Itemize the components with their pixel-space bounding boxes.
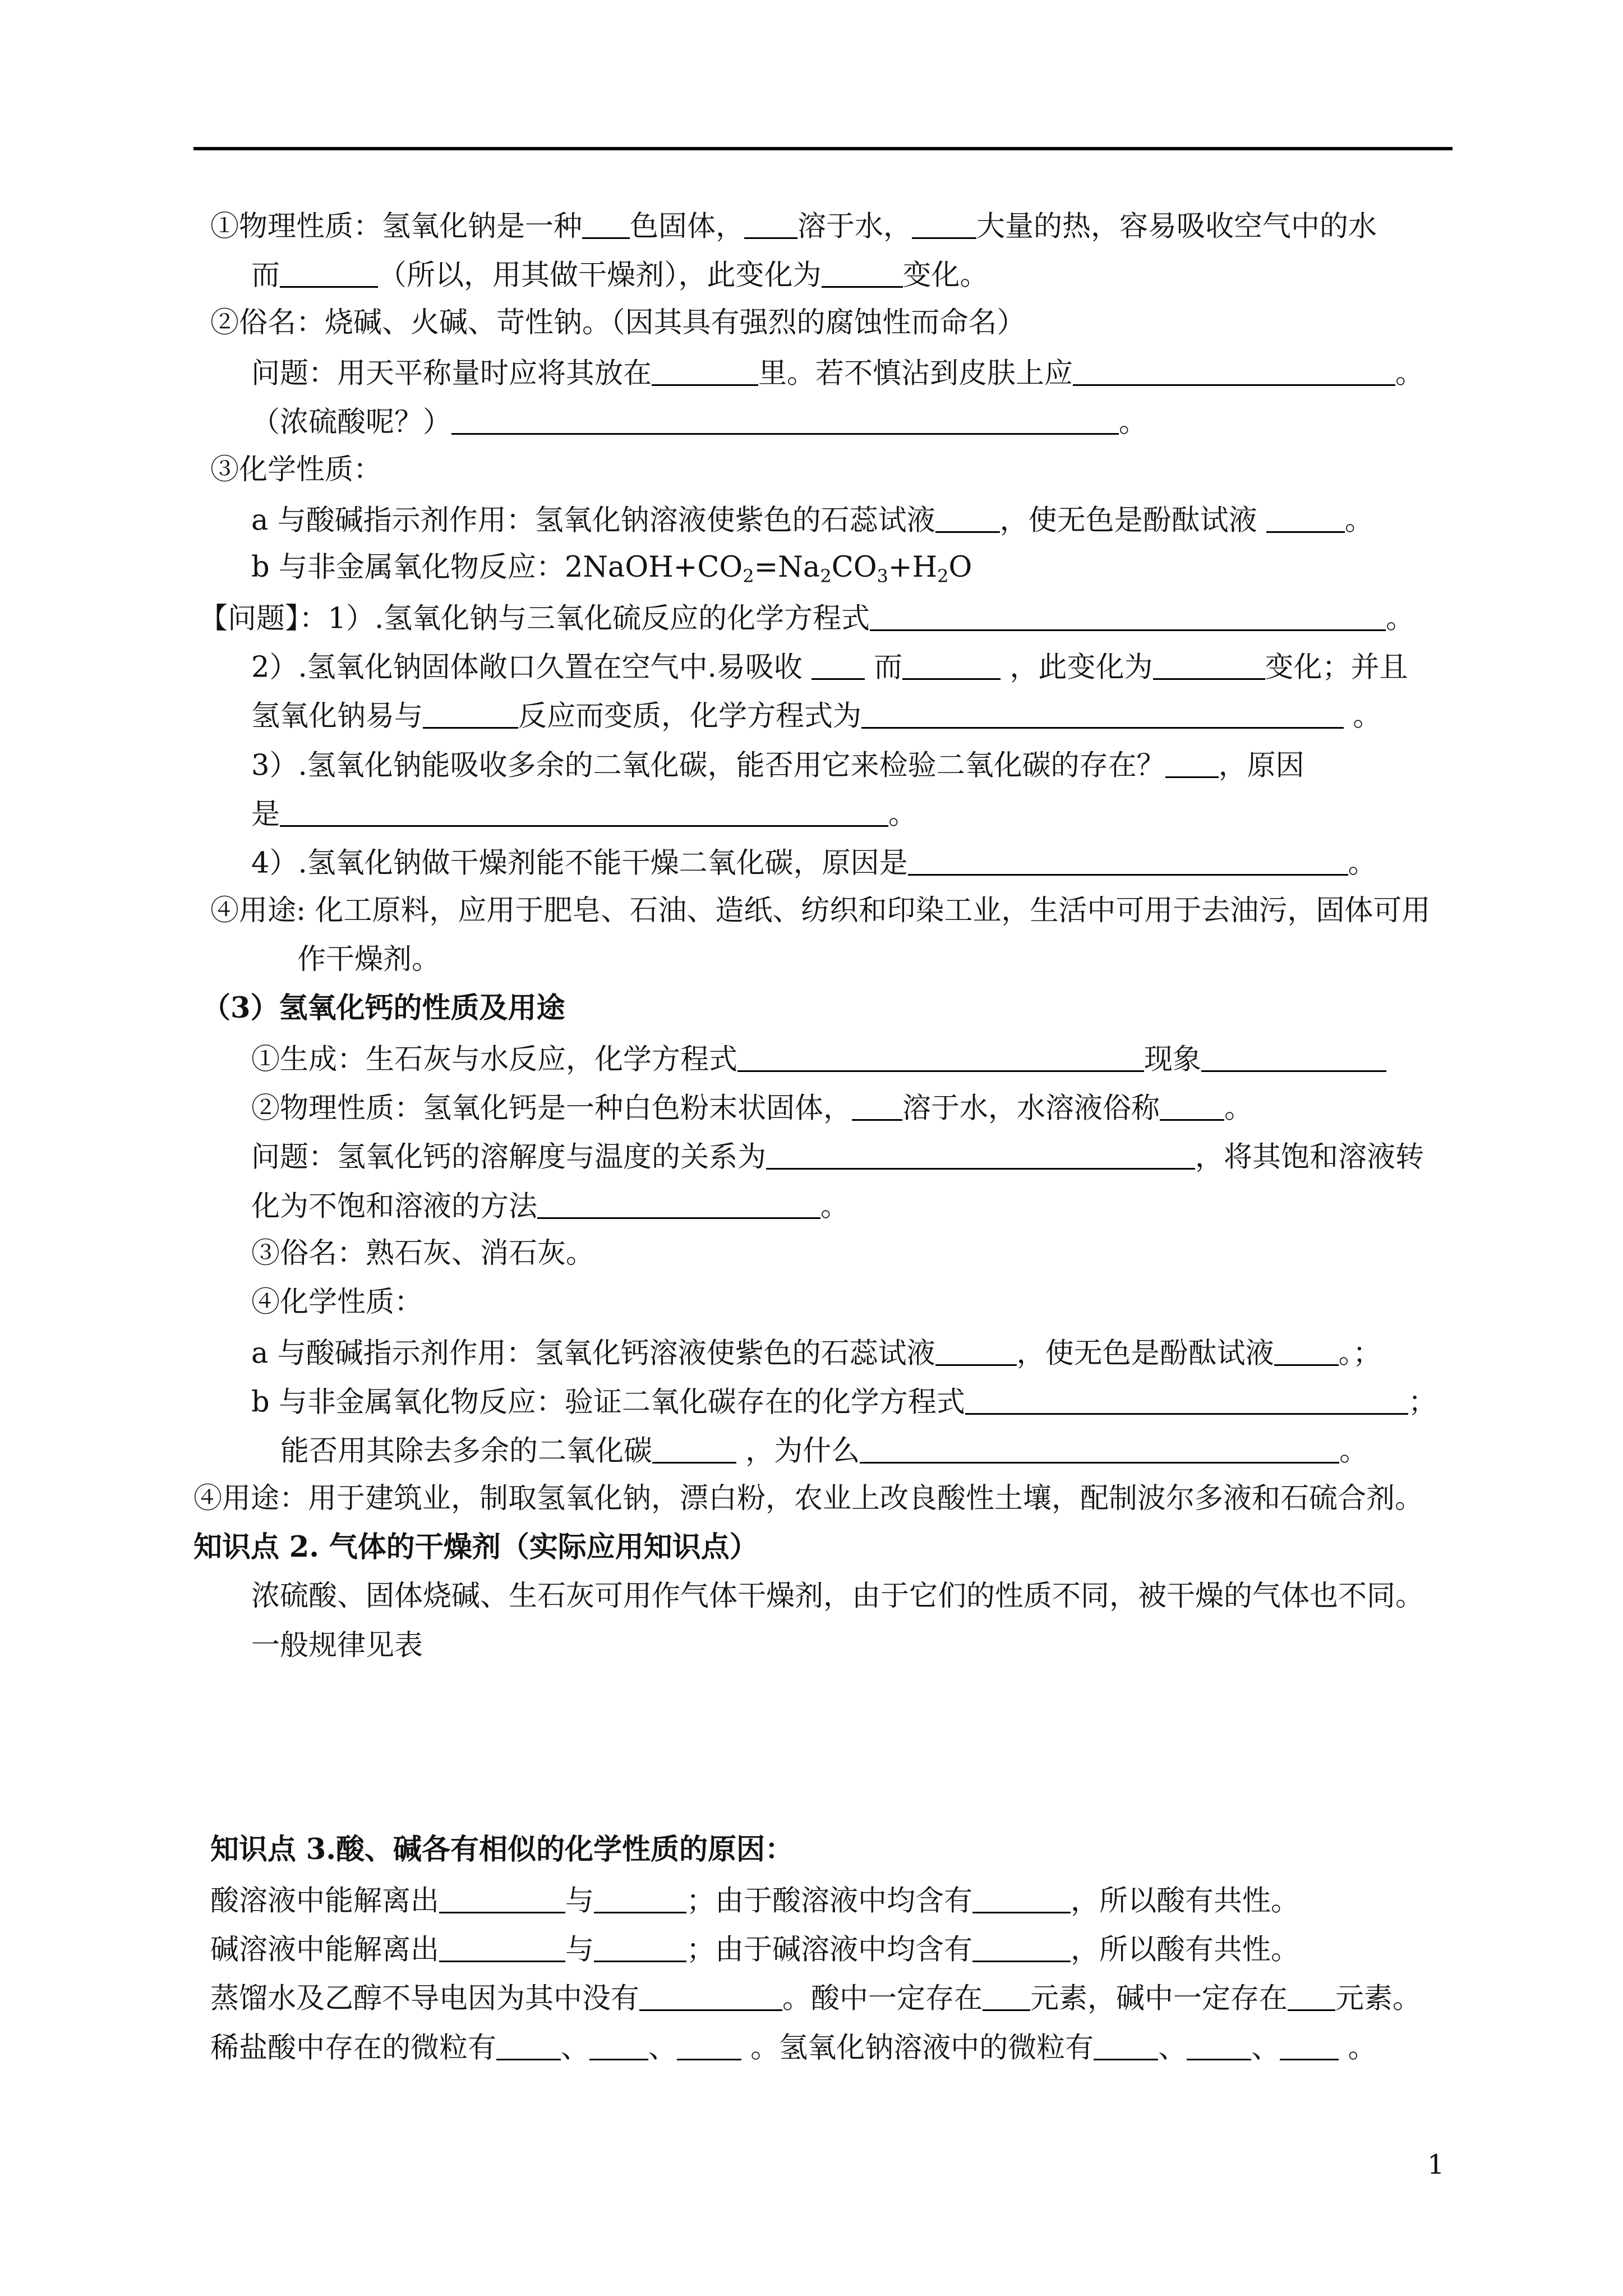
fill-in-blank[interactable] xyxy=(744,210,797,239)
subscript: 2 xyxy=(743,565,754,587)
text-line xyxy=(251,798,917,829)
text-segment: ②物理性质：氢氧化钙是一种白色粉末状固体， xyxy=(251,1092,852,1125)
fill-in-blank[interactable] xyxy=(870,602,1386,631)
fill-in-blank[interactable] xyxy=(439,1885,565,1913)
text-line xyxy=(251,1239,594,1268)
text-segment: ④用途：用于建筑业，制取氢氧化钠，漂白粉，农业上改良酸性土壤，配制波尔多液和石硫合剂。 xyxy=(193,1482,1424,1515)
text-segment: ①生成：生石灰与水反应，化学方程式 xyxy=(251,1043,738,1076)
fill-in-blank[interactable] xyxy=(1266,504,1345,533)
fill-in-blank[interactable] xyxy=(1153,651,1265,680)
text-segment: a 与酸碱指示剂作用：氢氧化钙溶液使紫色的石蕊试液 xyxy=(251,1337,935,1370)
text-segment: 现象 xyxy=(1144,1043,1202,1076)
fill-in-blank[interactable] xyxy=(1288,1982,1335,2011)
text-segment: ，所以酸有共性。 xyxy=(1071,1884,1300,1918)
text-segment: 、 xyxy=(1158,2031,1187,2065)
text-segment: O xyxy=(948,551,972,584)
text-segment: ②俗名：烧碱、火碱、苛性钠。（因其具有强烈的腐蚀性而命名） xyxy=(210,306,1026,339)
text-line xyxy=(251,1337,1381,1368)
fill-in-blank[interactable] xyxy=(811,651,865,680)
text-segment: a 与酸碱指示剂作用：氢氧化钠溶液使紫色的石蕊试液 xyxy=(251,504,935,537)
text-segment: 与 xyxy=(565,1933,594,1967)
text-segment: 。 xyxy=(1395,357,1424,390)
text-segment: （浓硫酸呢？） xyxy=(251,406,452,439)
text-segment: 。 xyxy=(1344,504,1373,537)
fill-in-blank[interactable] xyxy=(1187,2032,1251,2060)
header-rule xyxy=(193,147,1453,150)
fill-in-blank[interactable] xyxy=(822,259,903,288)
fill-in-blank[interactable] xyxy=(677,2032,741,2060)
fill-in-blank[interactable] xyxy=(280,798,888,827)
text-segment: 问题：氢氧化钙的溶解度与温度的关系为 xyxy=(251,1140,767,1174)
fill-in-blank[interactable] xyxy=(972,1934,1071,1962)
text-segment: 问题：用天平称量时应将其放在 xyxy=(251,357,652,390)
text-line xyxy=(193,1484,1423,1513)
text-line xyxy=(251,259,989,292)
text-segment: 。 xyxy=(1119,406,1148,439)
text-segment: 。； xyxy=(1338,1337,1382,1370)
text-segment: ，为什么 xyxy=(736,1434,860,1468)
fill-in-blank[interactable] xyxy=(1160,1092,1224,1121)
fill-in-blank[interactable] xyxy=(1165,749,1219,778)
text-line xyxy=(210,455,382,484)
text-segment: 稀盐酸中存在的微粒有 xyxy=(210,2031,497,2065)
text-line xyxy=(210,1884,1300,1918)
text-segment: 元素，碱中一定存在 xyxy=(1030,1982,1288,2016)
text-segment: 氢氧化钠易与 xyxy=(251,700,423,733)
page-number: 1 xyxy=(1427,2149,1445,2180)
subscript: 2 xyxy=(820,565,832,587)
text-segment: 3）.氢氧化钠能吸收多余的二氧化碳，能否用它来检验二氧化碳的存在？ xyxy=(251,749,1165,783)
fill-in-blank[interactable] xyxy=(861,700,1344,729)
fill-in-blank[interactable] xyxy=(537,1190,820,1219)
text-segment: 。氢氧化钠溶液中的微粒有 xyxy=(741,2031,1094,2065)
text-segment: 变化；并且 xyxy=(1265,651,1408,684)
text-line xyxy=(199,602,1415,636)
text-line xyxy=(251,749,1304,783)
text-segment: ④化学性质： xyxy=(251,1286,423,1319)
text-segment: 。 xyxy=(1339,2031,1377,2065)
fill-in-blank[interactable] xyxy=(589,2032,648,2060)
fill-in-blank[interactable] xyxy=(451,406,1119,435)
fill-in-blank[interactable] xyxy=(423,700,518,729)
fill-in-blank[interactable] xyxy=(594,1885,686,1913)
text-segment: 与 xyxy=(565,1884,594,1918)
text-segment: CO xyxy=(831,551,877,584)
text-line xyxy=(251,651,1408,682)
fill-in-blank[interactable] xyxy=(1280,2032,1339,2060)
text-line xyxy=(210,306,1026,339)
fill-in-blank[interactable] xyxy=(1201,1043,1386,1072)
text-segment: ，使无色是酚酞试液 xyxy=(999,504,1266,537)
text-segment: =Na xyxy=(754,551,820,584)
text-segment: 知识点 2. 气体的干燥剂（实际应用知识点） xyxy=(193,1530,758,1564)
text-line xyxy=(251,1288,423,1317)
text-line xyxy=(251,1631,423,1660)
text-line xyxy=(210,1933,1300,1967)
text-segment: ； xyxy=(1408,1386,1437,1419)
text-line xyxy=(251,1386,1437,1419)
text-segment: 碱溶液中能解离出 xyxy=(210,1933,440,1967)
text-segment: 。 xyxy=(1224,1092,1253,1125)
text-segment: 。酸中一定存在 xyxy=(782,1982,983,2016)
fill-in-blank[interactable] xyxy=(935,1337,1017,1366)
fill-in-blank[interactable] xyxy=(496,2032,561,2060)
text-segment: 化为不饱和溶液的方法 xyxy=(251,1190,538,1223)
text-segment: ，原因 xyxy=(1218,749,1304,783)
text-segment: 。 xyxy=(1344,700,1382,733)
fill-in-blank[interactable] xyxy=(439,1934,565,1962)
text-line xyxy=(210,896,1430,925)
text-line xyxy=(251,700,1382,733)
fill-in-blank[interactable] xyxy=(860,1435,1339,1464)
text-line xyxy=(280,1434,1368,1468)
text-segment: 。 xyxy=(1339,1434,1368,1468)
text-segment: ①物理性质：氢氧化钠是一种 xyxy=(210,210,583,243)
text-segment: ；由于酸溶液中均含有 xyxy=(686,1884,973,1918)
fill-in-blank[interactable] xyxy=(582,210,630,239)
fill-in-blank[interactable] xyxy=(972,1885,1071,1913)
text-segment: b 与非金属氧化物反应：2NaOH+CO xyxy=(251,551,743,584)
text-segment: +H xyxy=(888,551,938,584)
subscript: 3 xyxy=(877,565,888,587)
text-segment: 、 xyxy=(648,2031,677,2065)
text-segment: 。 xyxy=(1386,602,1415,636)
text-segment: 、 xyxy=(561,2031,590,2065)
text-segment: 知识点 3.酸、碱各有相似的化学性质的原因： xyxy=(210,1833,794,1866)
text-segment: 变化。 xyxy=(902,259,989,292)
text-line xyxy=(297,945,440,974)
text-segment: ③化学性质： xyxy=(210,453,382,486)
text-segment: 。 xyxy=(820,1190,850,1223)
text-line xyxy=(251,1043,1386,1074)
text-segment: 元素。 xyxy=(1335,1982,1422,2016)
fill-in-blank[interactable] xyxy=(1073,357,1395,386)
text-segment: 色固体， xyxy=(630,210,745,243)
text-line xyxy=(251,1582,1424,1611)
fill-in-blank[interactable] xyxy=(766,1141,1195,1170)
text-segment: 能否用其除去多余的二氧化碳 xyxy=(280,1434,653,1468)
text-line xyxy=(251,406,1148,439)
text-segment: 作干燥剂。 xyxy=(297,943,441,976)
text-segment: 4）.氢氧化钠做干燥剂能不能干燥二氧化碳，原因是 xyxy=(251,846,908,880)
text-segment: b 与非金属氧化物反应：验证二氧化碳存在的化学方程式 xyxy=(251,1386,965,1419)
fill-in-blank[interactable] xyxy=(652,357,758,386)
fill-in-blank[interactable] xyxy=(1274,1337,1339,1366)
text-segment: 溶于水，水溶液俗称 xyxy=(902,1092,1160,1125)
fill-in-blank[interactable] xyxy=(902,651,1000,680)
text-segment: ，将其饱和溶液转 xyxy=(1195,1140,1424,1174)
fill-in-blank[interactable] xyxy=(1094,2032,1158,2060)
text-segment: ④用途: 化工原料，应用于肥皂、石油、造纸、纺织和印染工业，生活中可用于去油污，固体可用 xyxy=(210,894,1431,927)
fill-in-blank[interactable] xyxy=(280,259,378,288)
text-line xyxy=(251,1092,1253,1125)
text-segment: 、 xyxy=(1251,2031,1280,2065)
text-segment: 浓硫酸、固体烧碱、生石灰可用作气体干燥剂，由于它们的性质不同，被干燥的气体也不同。 xyxy=(251,1580,1424,1613)
text-segment: 【问题】：1）.氢氧化钠与三氧化硫反应的化学方程式 xyxy=(199,602,870,636)
text-line xyxy=(251,1140,1424,1174)
text-segment: 溶于水， xyxy=(797,210,912,243)
fill-in-blank[interactable] xyxy=(737,1043,1144,1072)
fill-in-blank[interactable] xyxy=(652,1435,736,1464)
text-segment: ，所以酸有共性。 xyxy=(1071,1933,1300,1967)
text-segment: （3）氢氧化钙的性质及用途 xyxy=(202,991,565,1025)
text-segment: ③俗名：熟石灰、消石灰。 xyxy=(251,1237,595,1270)
text-segment: 而 xyxy=(865,651,903,684)
text-line xyxy=(251,1190,849,1221)
text-line xyxy=(251,504,1373,535)
text-segment: 里。若不慎沾到皮肤上应 xyxy=(758,357,1073,390)
text-segment: 。 xyxy=(1348,846,1377,880)
fill-in-blank[interactable] xyxy=(965,1386,1408,1415)
text-segment: 蒸馏水及乙醇不导电因为其中没有 xyxy=(210,1982,640,2016)
text-segment: 而 xyxy=(251,259,280,292)
fill-in-blank[interactable] xyxy=(639,1982,782,2011)
text-line xyxy=(251,846,1377,880)
text-line xyxy=(251,357,1424,388)
fill-in-blank[interactable] xyxy=(935,504,1000,533)
text-line xyxy=(210,1982,1422,2016)
text-line xyxy=(210,210,1377,241)
section-heading xyxy=(202,991,565,1025)
text-segment: ，使无色是酚酞试液 xyxy=(1016,1337,1274,1370)
text-segment: 一般规律见表 xyxy=(251,1629,423,1662)
fill-in-blank[interactable] xyxy=(594,1934,686,1962)
text-segment: 酸溶液中能解离出 xyxy=(210,1884,440,1918)
fill-in-blank[interactable] xyxy=(983,1982,1030,2011)
text-segment: ；由于碱溶液中均含有 xyxy=(686,1933,973,1967)
section-heading xyxy=(210,1835,794,1864)
text-line xyxy=(210,2031,1377,2065)
text-segment: ，此变化为 xyxy=(1000,651,1153,684)
text-segment: 。 xyxy=(888,798,917,831)
subscript: 2 xyxy=(937,565,949,587)
text-segment: 2）.氢氧化钠固体敞口久置在空气中.易吸收 xyxy=(251,651,812,684)
text-segment: 是 xyxy=(251,798,280,831)
fill-in-blank[interactable] xyxy=(908,847,1348,876)
text-segment: （所以，用其做干燥剂），此变化为 xyxy=(378,259,822,292)
text-line xyxy=(251,551,972,587)
text-segment: 反应而变质，化学方程式为 xyxy=(518,700,862,733)
section-heading xyxy=(193,1530,758,1564)
text-segment: 大量的热，容易吸收空气中的水 xyxy=(976,210,1377,243)
fill-in-blank[interactable] xyxy=(852,1092,902,1121)
fill-in-blank[interactable] xyxy=(912,210,976,239)
